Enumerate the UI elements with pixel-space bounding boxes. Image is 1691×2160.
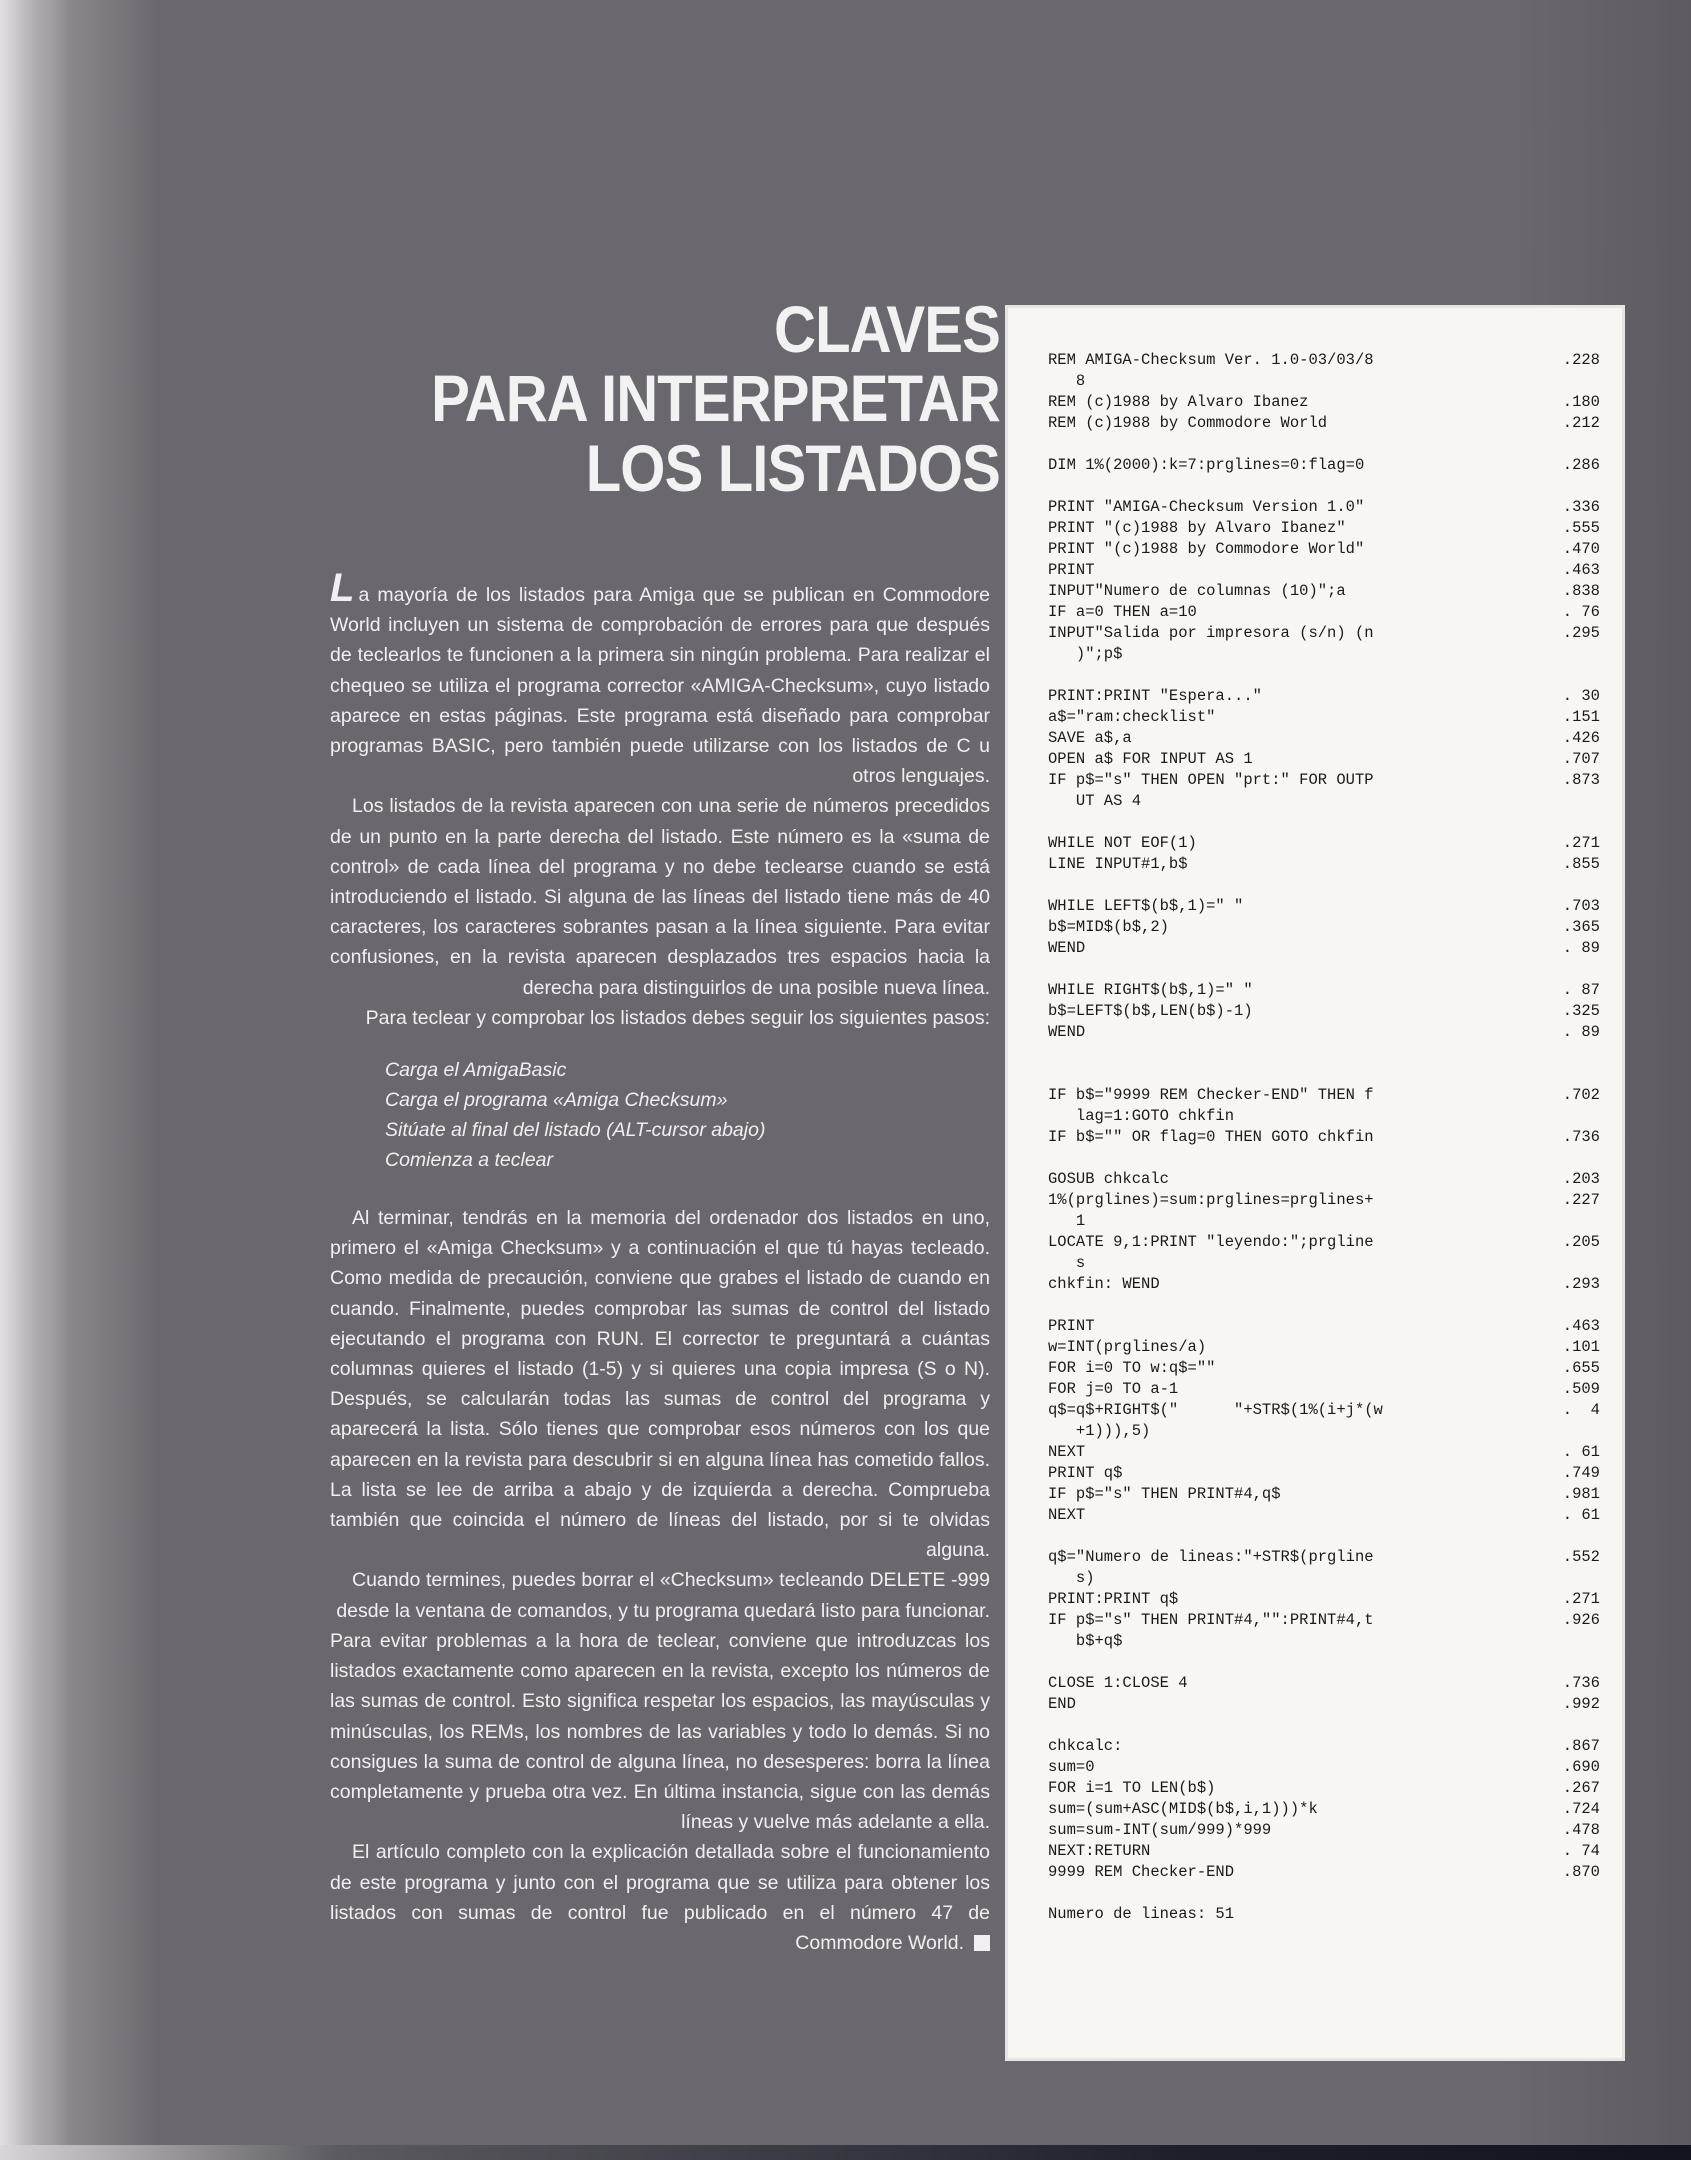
code-text: sum=(sum+ASC(MID$(b$,i,1)))*k: [1048, 1800, 1318, 1818]
code-text: NEXT:RETURN: [1048, 1842, 1151, 1860]
checksum-value: .926: [1562, 1611, 1600, 1629]
code-text: 9999 REM Checker-END: [1048, 1863, 1235, 1881]
code-text: LOCATE 9,1:PRINT "leyendo:";prgline s: [1048, 1233, 1374, 1272]
checksum-value: .365: [1562, 918, 1600, 936]
article-paragraph: [330, 1837, 990, 1958]
listing-blank-line: [1048, 1043, 1600, 1064]
checksum-value: .702: [1562, 1086, 1600, 1104]
checksum-value: .267: [1562, 1779, 1600, 1797]
code-line: [1048, 1547, 1600, 1589]
step-item: Sitúate al final del listado (ALT-cursor abajo): [385, 1119, 766, 1142]
code-text: w=INT(prglines/a): [1048, 1338, 1207, 1356]
checksum-value: . 30: [1562, 687, 1600, 705]
code-line: [1048, 1379, 1600, 1400]
article-paragraph-text: El artículo completo con la explicación detallada sobre el funcionamiento de este programa y junto con el programa que se utiliza para obtener los listados con sumas de control fue publicado en el número 47 de Commodore World.: [330, 1841, 990, 1954]
code-line: [1048, 1820, 1600, 1841]
checksum-value: .463: [1562, 1317, 1600, 1335]
code-text: PRINT q$: [1048, 1464, 1123, 1482]
code-line: [1048, 1484, 1600, 1505]
code-text: REM AMIGA-Checksum Ver. 1.0-03/03/8 8: [1048, 351, 1374, 390]
article-body: [330, 568, 990, 1958]
checksum-value: .470: [1562, 540, 1600, 558]
code-text: NEXT: [1048, 1443, 1086, 1461]
code-line: [1048, 581, 1600, 602]
checksum-value: . 61: [1562, 1443, 1600, 1461]
checksum-value: .870: [1562, 1863, 1600, 1881]
code-text: PRINT "(c)1988 by Alvaro Ibanez": [1048, 519, 1346, 537]
code-line: [1048, 1673, 1600, 1694]
code-line: [1048, 749, 1600, 770]
checksum-value: .227: [1562, 1191, 1600, 1209]
code-line: [1048, 1862, 1600, 1883]
code-line: [1048, 1610, 1600, 1652]
code-line: [1048, 1757, 1600, 1778]
code-text: PRINT:PRINT "Espera...": [1048, 687, 1262, 705]
checksum-value: . 74: [1562, 1842, 1600, 1860]
checksum-value: .271: [1562, 834, 1600, 852]
code-line: [1048, 1589, 1600, 1610]
code-text: PRINT "AMIGA-Checksum Version 1.0": [1048, 498, 1365, 516]
checksum-value: .724: [1562, 1800, 1600, 1818]
code-text: LINE INPUT#1,b$: [1048, 855, 1188, 873]
checksum-value: .707: [1562, 750, 1600, 768]
code-line: [1048, 1001, 1600, 1022]
code-line: [1048, 455, 1600, 476]
code-text: SAVE a$,a: [1048, 729, 1132, 747]
code-text: INPUT"Salida por impresora (s/n) (n )";p$: [1048, 624, 1374, 663]
listing-blank-line: [1048, 1652, 1600, 1673]
checksum-value: .286: [1562, 456, 1600, 474]
code-text: IF p$="s" THEN PRINT#4,q$: [1048, 1485, 1281, 1503]
article-paragraph: Al terminar, tendrás en la memoria del ordenador dos listados en uno, primero el «Amiga Checksum» y a continuación el que tú hayas tecleado. Como medida de precaución, conviene que grabes el listado de cuando en cuando. Finalmente, puedes comprobar las sumas de control del listado ejecutando el programa con RUN. El corrector te preguntará a cuántas columnas quieres el listado (1-5) y si quieres una copia impresa (S o N). Después, se calcularán todas las sumas de control del programa y aparecerá la lista. Sólo tienes que comprobar esos números con los que aparecen en la revista para descubrir si en alguna línea has cometido fallos. La lista se lee de arriba a abajo y de izquierda a derecha. Comprueba también que coincida el número de líneas del listado, por si te olvidas alguna.: [330, 1207, 990, 1562]
code-text: PRINT: [1048, 1317, 1095, 1335]
checksum-value: .478: [1562, 1821, 1600, 1839]
listing-blank-line: [1048, 1064, 1600, 1085]
checksum-value: .552: [1562, 1548, 1600, 1566]
checksum-value: .690: [1562, 1758, 1600, 1776]
checksum-value: .736: [1562, 1674, 1600, 1692]
code-text: IF a=0 THEN a=10: [1048, 603, 1197, 621]
code-text: chkfin: WEND: [1048, 1275, 1160, 1293]
code-line: [1048, 1694, 1600, 1715]
article-paragraph: Para teclear y comprobar los listados debes seguir los siguientes pasos:: [365, 1006, 990, 1029]
listing-blank-line: [1048, 959, 1600, 980]
checksum-value: .873: [1562, 771, 1600, 789]
checksum-value: .228: [1562, 351, 1600, 369]
listing-blank-line: [1048, 1295, 1600, 1316]
checksum-value: .838: [1562, 582, 1600, 600]
code-line: [1048, 1736, 1600, 1757]
code-line: [1048, 1085, 1600, 1127]
code-text: WEND: [1048, 939, 1086, 957]
code-text: FOR j=0 TO a-1: [1048, 1380, 1179, 1398]
checksum-value: .325: [1562, 1002, 1600, 1020]
code-text: GOSUB chkcalc: [1048, 1170, 1169, 1188]
line-count-footer: Numero de lineas: 51: [1048, 1905, 1235, 1923]
checksum-value: . 61: [1562, 1506, 1600, 1524]
checksum-value: .992: [1562, 1695, 1600, 1713]
code-text: PRINT:PRINT q$: [1048, 1590, 1179, 1608]
page-edge-shadow: [0, 0, 70, 2160]
code-text: IF p$="s" THEN PRINT#4,"":PRINT#4,t b$+q$: [1048, 1611, 1374, 1650]
listing-blank-line: [1048, 1715, 1600, 1736]
code-line: [1048, 497, 1600, 518]
checksum-value: .295: [1562, 624, 1600, 642]
step-item: Carga el programa «Amiga Checksum»: [385, 1089, 728, 1112]
code-line: [1048, 1778, 1600, 1799]
code-text: a$="ram:checklist": [1048, 708, 1216, 726]
code-text: WEND: [1048, 1023, 1086, 1041]
code-text: REM (c)1988 by Alvaro Ibanez: [1048, 393, 1309, 411]
code-text: IF b$="9999 REM Checker-END" THEN f lag=1:GOTO chkfin: [1048, 1086, 1374, 1125]
checksum-value: .509: [1562, 1380, 1600, 1398]
drop-cap: L: [330, 566, 355, 610]
code-line: [1048, 1799, 1600, 1820]
code-line: [1048, 518, 1600, 539]
checksum-value: .855: [1562, 855, 1600, 873]
code-line: [1048, 1463, 1600, 1484]
code-text: WHILE LEFT$(b$,1)=" ": [1048, 897, 1244, 915]
checksum-value: .101: [1562, 1338, 1600, 1356]
code-line: [1048, 350, 1600, 392]
code-text: IF b$="" OR flag=0 THEN GOTO chkfin: [1048, 1128, 1374, 1146]
checksum-value: . 87: [1562, 981, 1600, 999]
page-bottom-edge: [0, 2145, 1691, 2160]
article-heading: [300, 292, 1001, 505]
code-line: [1048, 1337, 1600, 1358]
checksum-value: .463: [1562, 561, 1600, 579]
checksum-value: .749: [1562, 1464, 1600, 1482]
code-line: [1048, 1274, 1600, 1295]
end-of-article-mark: [974, 1935, 990, 1951]
code-line: [1048, 728, 1600, 749]
code-line: [1048, 707, 1600, 728]
checksum-value: .655: [1562, 1359, 1600, 1377]
code-text: 1%(prglines)=sum:prglines=prglines+ 1: [1048, 1191, 1374, 1230]
article-paragraph: Cuando termines, puedes borrar el «Checksum» tecleando DELETE -999 desde la ventana de comandos, y tu programa quedará listo para funcionar.: [336, 1569, 990, 1622]
code-line: [1048, 938, 1600, 959]
checksum-value: .555: [1562, 519, 1600, 537]
code-line: [1048, 1505, 1600, 1526]
code-text: b$=LEFT$(b$,LEN(b$)-1): [1048, 1002, 1253, 1020]
listing-blank-line: [1048, 665, 1600, 686]
article-paragraph: Para evitar problemas a la hora de teclear, conviene que introduzcas los listados exactamente como aparecen en la revista, excepto los números de las sumas de control. Esto significa respetar los espacios, las mayúsculas y minúsculas, los REMs, los nombres de las variables y todo lo demás. Si no consigues la suma de control de alguna línea, no desesperes: borra la línea completamente y prueba otra vez. En última instancia, sigue con las demás líneas y vuelve más adelante a ella.: [330, 1629, 990, 1834]
code-line: [1048, 1169, 1600, 1190]
article-paragraph-text: a mayoría de los listados para Amiga que se publican en Commodore World incluyen un sistema de comprobación de errores para que después de teclearlos te funcionen a la primera sin ningún problema. Para realizar el chequeo se utiliza el programa corrector «AMIGA-Checksum», cuyo listado aparece en estas páginas. Este programa está diseñado para comprobar programas BASIC, pero también puede utilizarse con los listados de C u otros lenguajes.: [330, 584, 990, 788]
code-text: chkcalc:: [1048, 1737, 1123, 1755]
code-text: FOR i=1 TO LEN(b$): [1048, 1779, 1216, 1797]
code-listing: [1048, 350, 1600, 1925]
listing-blank-line: [1048, 1526, 1600, 1547]
code-text: WHILE NOT EOF(1): [1048, 834, 1197, 852]
code-text: DIM 1%(2000):k=7:prglines=0:flag=0: [1048, 456, 1365, 474]
checksum-value: .271: [1562, 1590, 1600, 1608]
heading-line-1: CLAVES: [774, 292, 1000, 366]
code-text: INPUT"Numero de columnas (10)";a: [1048, 582, 1346, 600]
checksum-value: .426: [1562, 729, 1600, 747]
code-text: WHILE RIGHT$(b$,1)=" ": [1048, 981, 1253, 999]
code-text: REM (c)1988 by Commodore World: [1048, 414, 1328, 432]
checksum-value: .151: [1562, 708, 1600, 726]
code-line: [1048, 686, 1600, 707]
code-line: [1048, 413, 1600, 434]
checksum-value: .981: [1562, 1485, 1600, 1503]
checksum-value: .203: [1562, 1170, 1600, 1188]
code-line: [1048, 1232, 1600, 1274]
listing-blank-line: [1048, 476, 1600, 497]
listing-blank-line: [1048, 1148, 1600, 1169]
step-item: Comienza a teclear: [385, 1149, 553, 1172]
checksum-value: . 76: [1562, 603, 1600, 621]
code-text: OPEN a$ FOR INPUT AS 1: [1048, 750, 1253, 768]
checksum-value: .293: [1562, 1275, 1600, 1293]
checksum-value: .205: [1562, 1233, 1600, 1251]
code-text: sum=0: [1048, 1758, 1095, 1776]
code-line: [1048, 917, 1600, 938]
code-text: FOR i=0 TO w:q$="": [1048, 1359, 1216, 1377]
listing-blank-line: [1048, 812, 1600, 833]
code-line: [1048, 623, 1600, 665]
checksum-value: . 4: [1562, 1401, 1600, 1419]
checksum-value: .336: [1562, 498, 1600, 516]
checksum-value: .212: [1562, 414, 1600, 432]
code-line: [1048, 1190, 1600, 1232]
step-item: Carga el AmigaBasic: [385, 1059, 567, 1082]
code-line: [1048, 602, 1600, 623]
article-paragraph: Los listados de la revista aparecen con una serie de números precedidos de un punto en la parte derecha del listado. Este número es la «suma de control» de cada línea del programa y no debe teclearse cuando se está introduciendo el listado. Si alguna de las líneas del listado tiene más de 40 caracteres, los caracteres sobrantes pasan a la línea siguiente. Para evitar confusiones, en la revista aparecen desplazados tres espacios hacia la derecha para distinguirlos de una posible nueva línea.: [330, 795, 990, 999]
code-text: PRINT "(c)1988 by Commodore World": [1048, 540, 1365, 558]
code-line: [1048, 1841, 1600, 1862]
code-line: [1048, 1400, 1600, 1442]
code-text: PRINT: [1048, 561, 1095, 579]
steps-list: [385, 1055, 990, 1175]
code-line: [1048, 539, 1600, 560]
code-line: [1048, 392, 1600, 413]
code-line: [1048, 1316, 1600, 1337]
code-line: [1048, 833, 1600, 854]
code-text: END: [1048, 1695, 1076, 1713]
article-paragraph: [330, 568, 990, 791]
code-text: IF p$="s" THEN OPEN "prt:" FOR OUTP UT AS 4: [1048, 771, 1374, 810]
code-line: [1048, 1358, 1600, 1379]
checksum-value: .736: [1562, 1128, 1600, 1146]
code-line: [1048, 770, 1600, 812]
code-text: sum=sum-INT(sum/999)*999: [1048, 1821, 1272, 1839]
code-text: CLOSE 1:CLOSE 4: [1048, 1674, 1188, 1692]
code-text: b$=MID$(b$,2): [1048, 918, 1169, 936]
checksum-value: .180: [1562, 393, 1600, 411]
listing-blank-line: [1048, 875, 1600, 896]
code-text: q$=q$+RIGHT$(" "+STR$(1%(i+j*(w +1))),5): [1048, 1401, 1383, 1440]
code-line: [1048, 854, 1600, 875]
code-line: [1048, 896, 1600, 917]
checksum-value: .703: [1562, 897, 1600, 915]
code-line: [1048, 1127, 1600, 1148]
code-line: [1048, 1442, 1600, 1463]
checksum-value: .867: [1562, 1737, 1600, 1755]
code-line: [1048, 980, 1600, 1001]
listing-blank-line: [1048, 434, 1600, 455]
code-line: [1048, 560, 1600, 581]
code-listing-panel: [1008, 308, 1622, 2058]
heading-line-2: PARA INTERPRETAR: [431, 361, 1001, 436]
code-line: [1048, 1022, 1600, 1043]
heading-line-3: LOS LISTADOS: [585, 430, 1000, 505]
code-text: q$="Numero de lineas:"+STR$(prgline s): [1048, 1548, 1374, 1587]
checksum-value: . 89: [1562, 939, 1600, 957]
checksum-value: . 89: [1562, 1023, 1600, 1041]
code-text: NEXT: [1048, 1506, 1086, 1524]
